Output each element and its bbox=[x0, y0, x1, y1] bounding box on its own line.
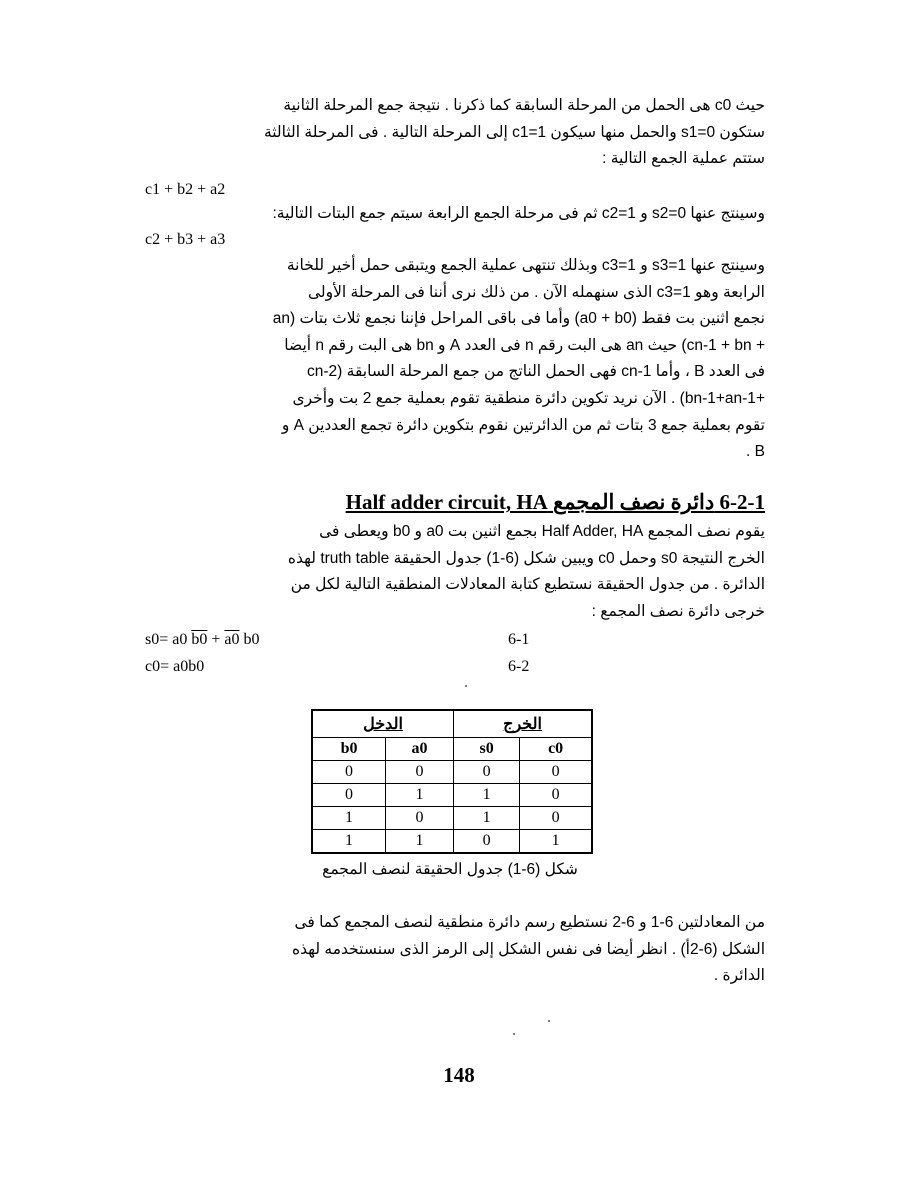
text-line: الخرج النتيجة s0 وحمل c0 ويبين شكل (6-1) جدول الحقيقة truth table لهذه bbox=[287, 549, 765, 567]
text-line: تقوم بعملية جمع 3 بتات ثم من الدائرتين نقوم بتكوين دائرة تجمع العددين A و bbox=[281, 416, 765, 434]
text-line: + cn-1 + bn) حيث an هى البت رقم n فى العدد A و bn هى البت رقم n أيضا bbox=[284, 336, 765, 354]
table-cell: 0 bbox=[520, 761, 592, 784]
a0-complement: a0 bbox=[224, 631, 240, 648]
page-number: 148 bbox=[443, 1063, 475, 1087]
text-line: B . bbox=[746, 443, 765, 461]
formula-stage4: c2 + b3 + a3 bbox=[145, 231, 226, 248]
equation-sum: s0= a0 b0 + a0 b0 bbox=[145, 631, 260, 648]
text-line: يقوم نصف المجمع Half Adder, HA بجمع اثنين بت a0 و b0 ويعطى فى bbox=[319, 523, 765, 540]
section-heading bbox=[262, 490, 765, 515]
scan-speck bbox=[548, 1020, 550, 1022]
table-cell: 0 bbox=[386, 761, 454, 784]
text-line: +bn-1+an-1) . الآن نريد تكوين دائرة منطقية تقوم بعملية جمع 2 بت وأخرى bbox=[292, 389, 765, 407]
table-header-columns bbox=[312, 738, 592, 761]
paragraph-carry-summary bbox=[145, 253, 765, 466]
table-cell: 0 bbox=[520, 807, 592, 830]
paragraph-half-adder-intro bbox=[145, 519, 765, 625]
text-line: من المعادلتين 6-1 و 6-2 نستطيع رسم دائرة منطقية لنصف المجمع كما فى bbox=[294, 914, 765, 931]
scan-speck bbox=[513, 1033, 515, 1035]
column-header: a0 bbox=[386, 738, 454, 761]
text-line: ستتم عملية الجمع التالية : bbox=[602, 150, 765, 168]
heading-arabic: دائرة نصف المجمع bbox=[553, 490, 715, 514]
equation-number: 6-2 bbox=[508, 658, 530, 675]
table-row bbox=[312, 807, 592, 830]
truth-table bbox=[311, 709, 593, 854]
text-line: فى العدد B ، وأما cn-1 فهى الحمل الناتج من جمع المرحلة السابقة (cn-2 bbox=[307, 363, 765, 381]
output-group-header: الخرج bbox=[454, 710, 592, 738]
column-header: c0 bbox=[520, 738, 592, 761]
table-cell: 0 bbox=[520, 784, 592, 807]
table-cell: 1 bbox=[386, 830, 454, 854]
text-line: الدائرة . bbox=[713, 967, 765, 985]
table-cell: 1 bbox=[454, 807, 520, 830]
table-row bbox=[312, 761, 592, 784]
table-header-groups bbox=[312, 710, 592, 738]
table-cell: 1 bbox=[312, 807, 386, 830]
table-cell: 0 bbox=[454, 830, 520, 854]
table-row bbox=[312, 830, 592, 854]
text-line: ستكون s1=0 والحمل منها سيكون c1=1 إلى المرحلة التالية . فى المرحلة الثالثة bbox=[263, 123, 765, 141]
scan-speck bbox=[465, 685, 467, 687]
table-cell: 1 bbox=[520, 830, 592, 854]
column-header: b0 bbox=[312, 738, 386, 761]
input-group-header: الدخل bbox=[312, 710, 454, 738]
formula-stage3: c1 + b2 + a2 bbox=[145, 181, 226, 198]
text-line: خرجى دائرة نصف المجمع : bbox=[591, 602, 765, 620]
table-cell: 0 bbox=[312, 784, 386, 807]
equation-carry: c0= a0b0 bbox=[145, 658, 205, 675]
table-cell: 0 bbox=[454, 761, 520, 784]
paragraph-stage4 bbox=[145, 201, 765, 228]
b0-complement: b0 bbox=[191, 631, 208, 648]
text-line: وسينتج عنها s3=1 و c3=1 وبذلك تنتهى عملية الجمع ويتبقى حمل أخير للخانة bbox=[286, 257, 765, 274]
table-row bbox=[312, 784, 592, 807]
text-line: الدائرة . من جدول الحقيقة نستطيع كتابة المعادلات المنطقية التالية لكل من bbox=[290, 576, 765, 594]
table-cell: 1 bbox=[386, 784, 454, 807]
text-line: حيث c0 هى الحمل من المرحلة السابقة كما ذكرنا . نتيجة جمع المرحلة الثانية bbox=[283, 97, 765, 114]
text-line: نجمع اثنين بت فقط (a0 + b0) وأما فى باقى المراحل فإننا نجمع ثلاث بتات (an bbox=[272, 310, 765, 328]
column-header: s0 bbox=[454, 738, 520, 761]
table-cell: 1 bbox=[312, 830, 386, 854]
table-cell: 0 bbox=[386, 807, 454, 830]
heading-number: 6-2-1 bbox=[719, 490, 765, 514]
table-caption: شكل (6-1) جدول الحقيقة لنصف المجمع bbox=[322, 861, 578, 878]
text-line: الرابعة وهو c3=1 الذى سنهمله الآن . من ذلك نرى أننا فى المرحلة الأولى bbox=[307, 283, 765, 301]
paragraph-carry-explanation bbox=[145, 93, 765, 173]
equation-number: 6-1 bbox=[508, 631, 530, 648]
heading-english: Half adder circuit, HA bbox=[345, 490, 548, 514]
paragraph-circuit-reference bbox=[145, 910, 765, 990]
text-line: وسينتج عنها s2=0 و c2=1 ثم فى مرحلة الجمع الرابعة سيتم جمع البتات التالية: bbox=[272, 205, 765, 222]
table-cell: 1 bbox=[454, 784, 520, 807]
table-cell: 0 bbox=[312, 761, 386, 784]
text-line: الشكل (6-2أ) . انظر أيضا فى نفس الشكل إلى الرمز الذى سنستخدمه لهذه bbox=[292, 940, 765, 958]
